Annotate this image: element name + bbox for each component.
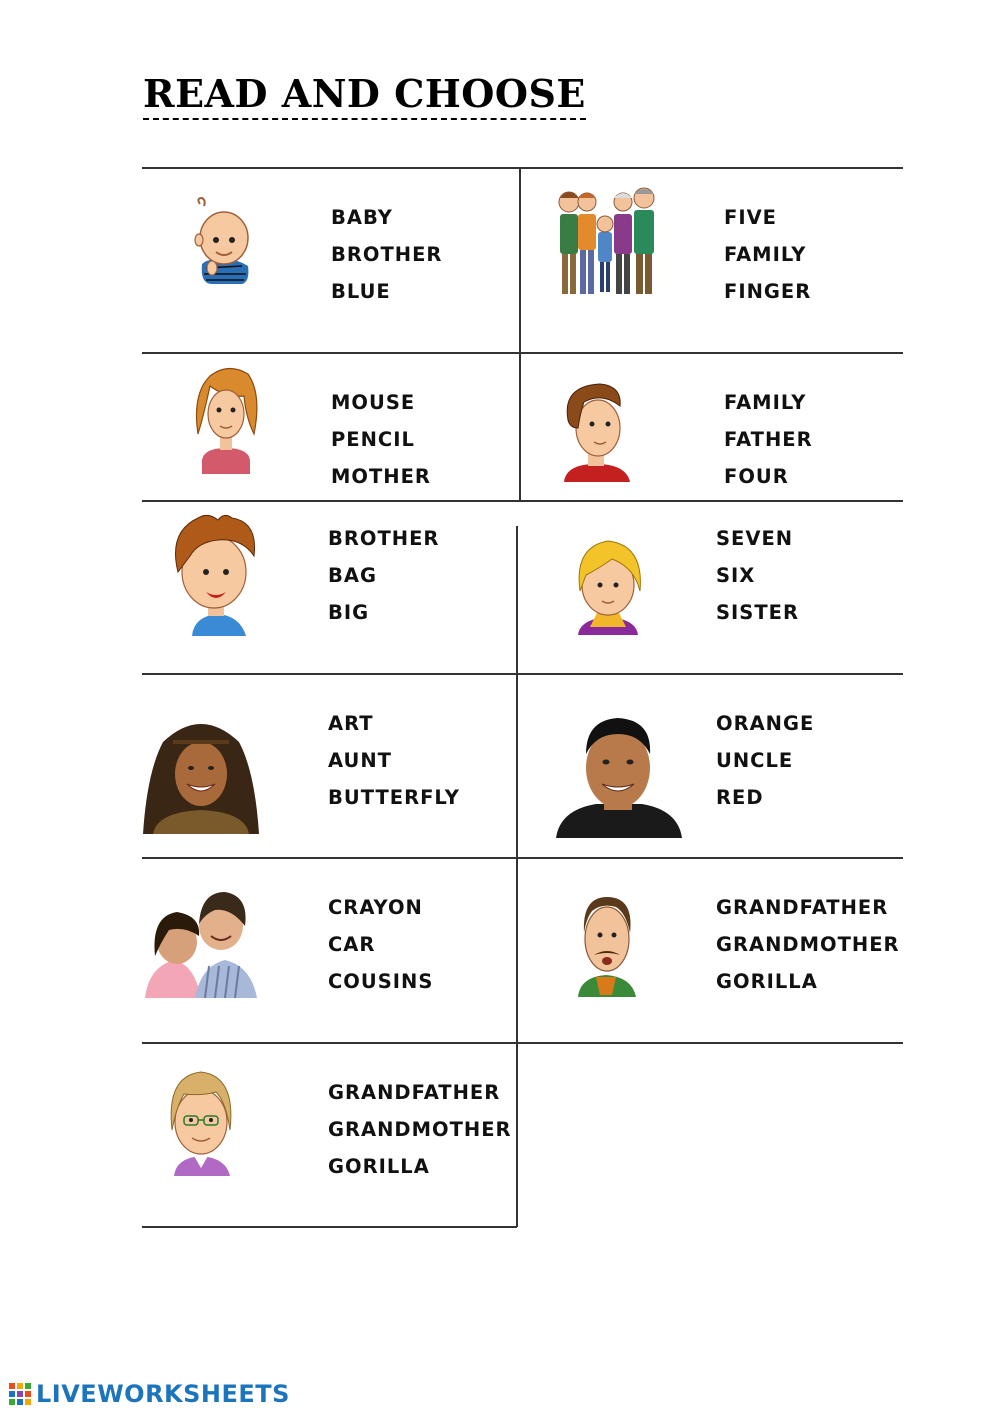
- option-word[interactable]: BAG: [328, 564, 377, 587]
- option-word[interactable]: BUTTERFLY: [328, 786, 460, 809]
- option-word[interactable]: MOUSE: [331, 391, 416, 414]
- option-word[interactable]: GORILLA: [328, 1155, 430, 1178]
- option-word[interactable]: ART: [328, 712, 374, 735]
- option-word[interactable]: PENCIL: [331, 428, 415, 451]
- option-word[interactable]: GRANDFATHER: [328, 1081, 501, 1104]
- option-word[interactable]: GRANDMOTHER: [716, 933, 900, 956]
- option-word[interactable]: CAR: [328, 933, 376, 956]
- aunt-photo: [143, 712, 259, 834]
- option-word[interactable]: BABY: [331, 206, 393, 229]
- grid-line: [516, 526, 518, 1227]
- grid-line: [142, 167, 903, 169]
- footer-brand-text: LIVEWORKSHEETS: [36, 1380, 290, 1408]
- option-word[interactable]: BLUE: [331, 280, 391, 303]
- option-word[interactable]: FOUR: [724, 465, 789, 488]
- option-word[interactable]: FIVE: [724, 206, 777, 229]
- option-word[interactable]: GORILLA: [716, 970, 818, 993]
- uncle-photo: [556, 714, 682, 838]
- option-word[interactable]: AUNT: [328, 749, 392, 772]
- option-word[interactable]: BIG: [328, 601, 370, 624]
- sister-icon: [568, 535, 648, 635]
- option-word[interactable]: SISTER: [716, 601, 799, 624]
- grid-line: [142, 673, 903, 675]
- grandfather-icon: [576, 893, 638, 997]
- option-word[interactable]: FAMILY: [724, 243, 807, 266]
- option-word[interactable]: FATHER: [724, 428, 813, 451]
- liveworksheets-logo-icon: [8, 1382, 32, 1406]
- option-word[interactable]: RED: [716, 786, 764, 809]
- brother-icon: [168, 512, 262, 636]
- option-word[interactable]: MOTHER: [331, 465, 431, 488]
- option-word[interactable]: BROTHER: [328, 527, 440, 550]
- option-word[interactable]: SEVEN: [716, 527, 794, 550]
- option-word[interactable]: BROTHER: [331, 243, 443, 266]
- baby-icon: [192, 196, 254, 286]
- family-icon: [556, 184, 658, 298]
- cousins-photo: [145, 886, 257, 998]
- option-word[interactable]: SIX: [716, 564, 756, 587]
- option-word[interactable]: FAMILY: [724, 391, 807, 414]
- option-word[interactable]: ORANGE: [716, 712, 815, 735]
- option-word[interactable]: CRAYON: [328, 896, 423, 919]
- mother-icon: [192, 364, 260, 476]
- father-icon: [560, 380, 634, 484]
- option-word[interactable]: GRANDMOTHER: [328, 1118, 512, 1141]
- option-word[interactable]: COUSINS: [328, 970, 434, 993]
- option-word[interactable]: GRANDFATHER: [716, 896, 889, 919]
- page-title: READ AND CHOOSE: [143, 72, 586, 120]
- grid-line: [142, 500, 903, 502]
- grid-line: [519, 167, 521, 501]
- option-word[interactable]: UNCLE: [716, 749, 794, 772]
- option-word[interactable]: FINGER: [724, 280, 812, 303]
- grid-line: [142, 1226, 517, 1228]
- grid-line: [142, 352, 903, 354]
- grid-line: [142, 857, 903, 859]
- grandmother-icon: [162, 1068, 240, 1176]
- grid-line: [142, 1042, 903, 1044]
- footer-brand[interactable]: [8, 1380, 290, 1408]
